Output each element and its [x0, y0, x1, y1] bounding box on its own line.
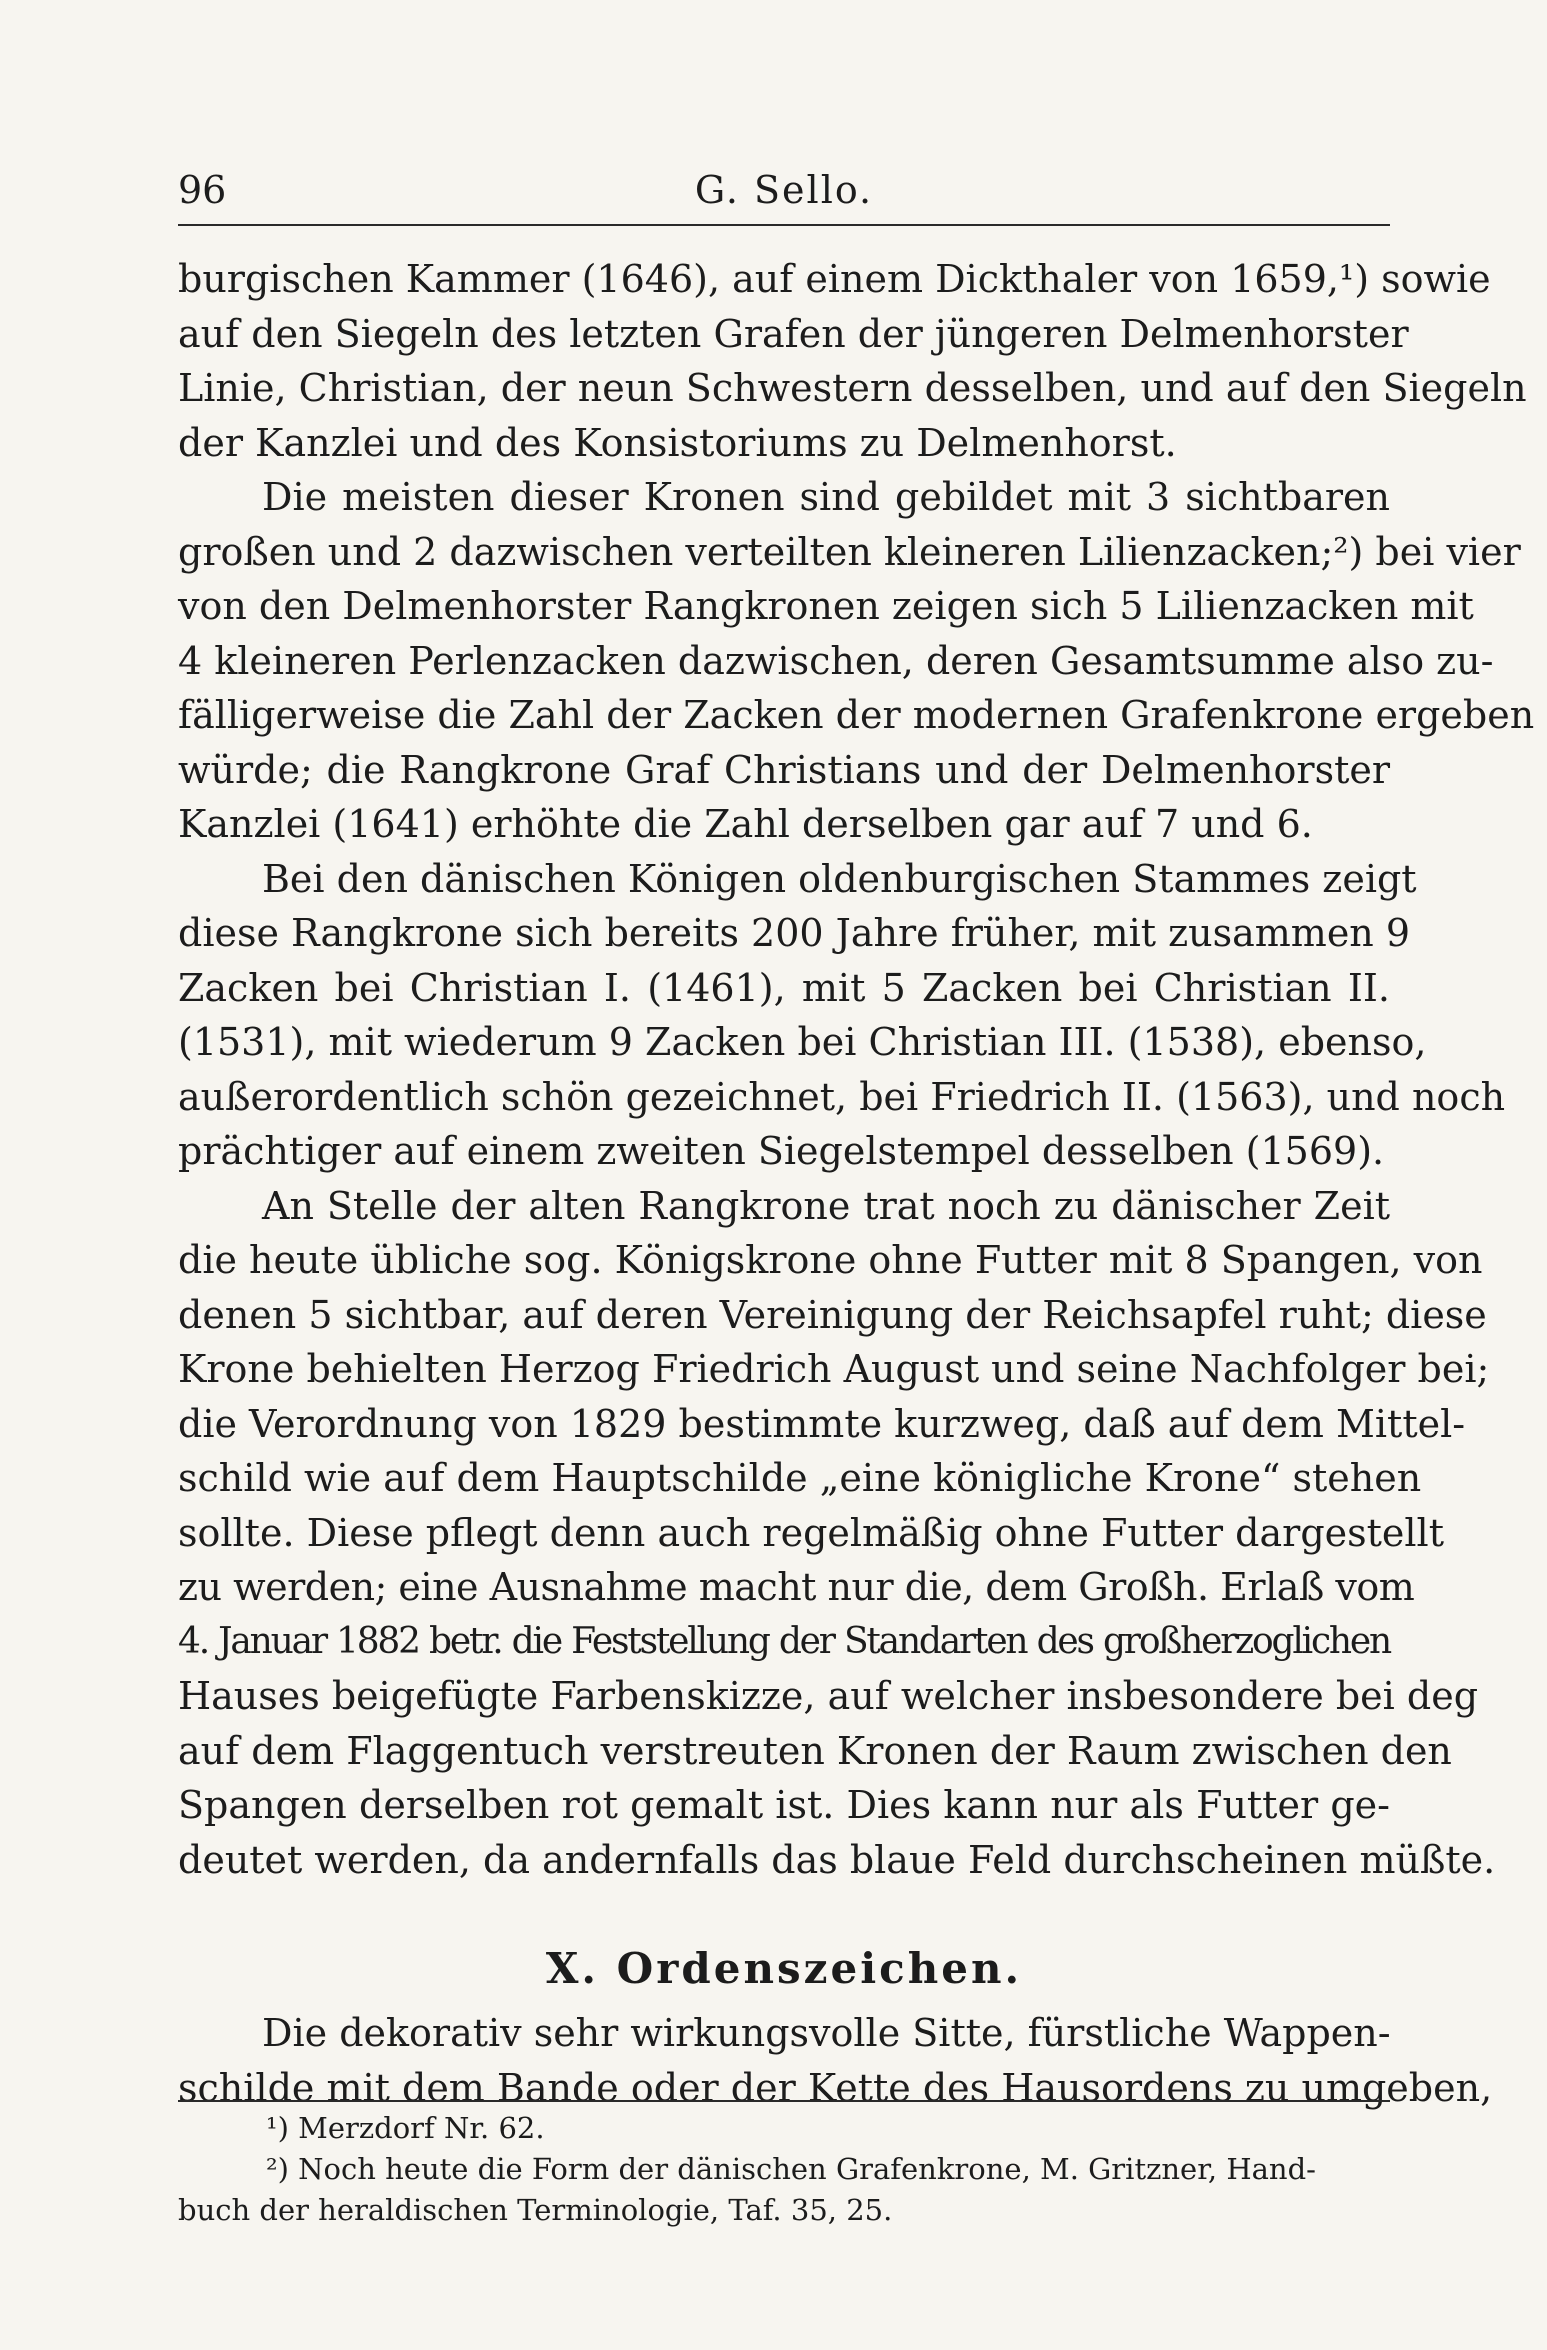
page-number: 96	[178, 168, 227, 212]
text-line: diese Rangkrone sich bereits 200 Jahre früher, mit zusammen 9	[178, 911, 1411, 955]
text-line: der Kanzlei und des Konsistoriums zu Delmenhorst.	[178, 420, 1177, 465]
text-line: denen 5 sichtbar, auf deren Vereinigung der Reichsapfel ruht; diese	[178, 1292, 1487, 1337]
footnote-rule	[178, 2100, 1390, 2102]
text-line: 4. Januar 1882 betr. die Feststellung der Standarten des großherzoglichen	[178, 1620, 1390, 1662]
running-head: G. Sello.	[694, 168, 874, 212]
footnotes	[178, 2108, 1390, 2231]
text-line: auf dem Flaggentuch verstreuten Kronen der Raum zwischen den	[178, 1728, 1452, 1773]
text-line: von den Delmenhorster Rangkronen zeigen sich 5 Lilienzacken mit	[178, 584, 1474, 628]
text-line: außerordentlich schön gezeichnet, bei Friedrich II. (1563), und noch	[178, 1074, 1506, 1119]
text-line: schild wie auf dem Hauptschilde „eine königliche Krone“ stehen	[178, 1456, 1422, 1500]
text-line: würde; die Rangkrone Graf Christians und der Delmenhorster	[178, 747, 1390, 792]
text-line: Krone behielten Herzog Friedrich August und seine Nachfolger bei;	[178, 1347, 1490, 1391]
header-rule	[178, 224, 1390, 226]
footnote: ²) Noch heute die Form der dänischen Grafenkrone, M. Gritzner, Hand-	[266, 2152, 1316, 2186]
text-line: sollte. Diese pflegt denn auch regelmäßig ohne Futter dargestellt	[178, 1510, 1444, 1555]
text-line: die heute übliche sog. Königskrone ohne Futter mit 8 Spangen, von	[178, 1238, 1483, 1282]
footnote-continued: buch der heraldischen Terminologie, Taf. 35, 25.	[178, 2193, 893, 2227]
text-line: die Verordnung von 1829 bestimmte kurzweg, daß auf dem Mittel-	[178, 1401, 1466, 1446]
text-line: (1531), mit wiederum 9 Zacken bei Christian III. (1538), ebenso,	[178, 1020, 1427, 1064]
text-line: An Stelle der alten Rangkrone trat noch zu dänischer Zeit	[262, 1183, 1390, 1228]
body-text-continued	[178, 2006, 1493, 2115]
text-line: Die dekorativ sehr wirkungsvolle Sitte, fürstliche Wappen-	[262, 2011, 1391, 2055]
text-line: Bei den dänischen Königen oldenburgischen Stammes zeigt	[262, 856, 1417, 901]
body-text	[178, 252, 1535, 1887]
text-line: fälligerweise die Zahl der Zacken der modernen Grafenkrone ergeben	[178, 693, 1535, 737]
text-line: 4 kleineren Perlenzacken dazwischen, deren Gesamtsumme also zu-	[178, 638, 1494, 683]
text-line: burgischen Kammer (1646), auf einem Dickthaler von 1659,¹) sowie	[178, 257, 1491, 301]
footnote: ¹) Merzdorf Nr. 62.	[266, 2111, 545, 2145]
text-line: Die meisten dieser Kronen sind gebildet mit 3 sichtbaren	[262, 475, 1390, 519]
page-header	[178, 168, 1390, 228]
text-line: Spangen derselben rot gemalt ist. Dies kann nur als Futter ge-	[178, 1783, 1390, 1827]
text-line: deutet werden, da andernfalls das blaue Feld durchscheinen müßte.	[178, 1837, 1496, 1882]
text-line: Kanzlei (1641) erhöhte die Zahl derselben gar auf 7 und 6.	[178, 802, 1313, 846]
text-line: prächtiger auf einem zweiten Siegelstempel desselben (1569).	[178, 1129, 1385, 1173]
text-line: zu werden; eine Ausnahme macht nur die, dem Großh. Erlaß vom	[178, 1565, 1415, 1609]
text-line: Zacken bei Christian I. (1461), mit 5 Zacken bei Christian II.	[178, 965, 1390, 1010]
text-line: Hauses beigefügte Farbenskizze, auf welcher insbesondere bei deg	[178, 1674, 1479, 1718]
text-line: Linie, Christian, der neun Schwestern desselben, und auf den Siegeln	[178, 366, 1527, 410]
section-heading: X. Ordenszeichen.	[545, 1944, 1023, 1993]
text-line: schilde mit dem Bande oder der Kette des Hausordens zu umgeben,	[178, 2065, 1493, 2110]
text-line: auf den Siegeln des letzten Grafen der jüngeren Delmenhorster	[178, 311, 1409, 356]
text-line: großen und 2 dazwischen verteilten kleineren Lilienzacken;²) bei vier	[178, 529, 1521, 574]
